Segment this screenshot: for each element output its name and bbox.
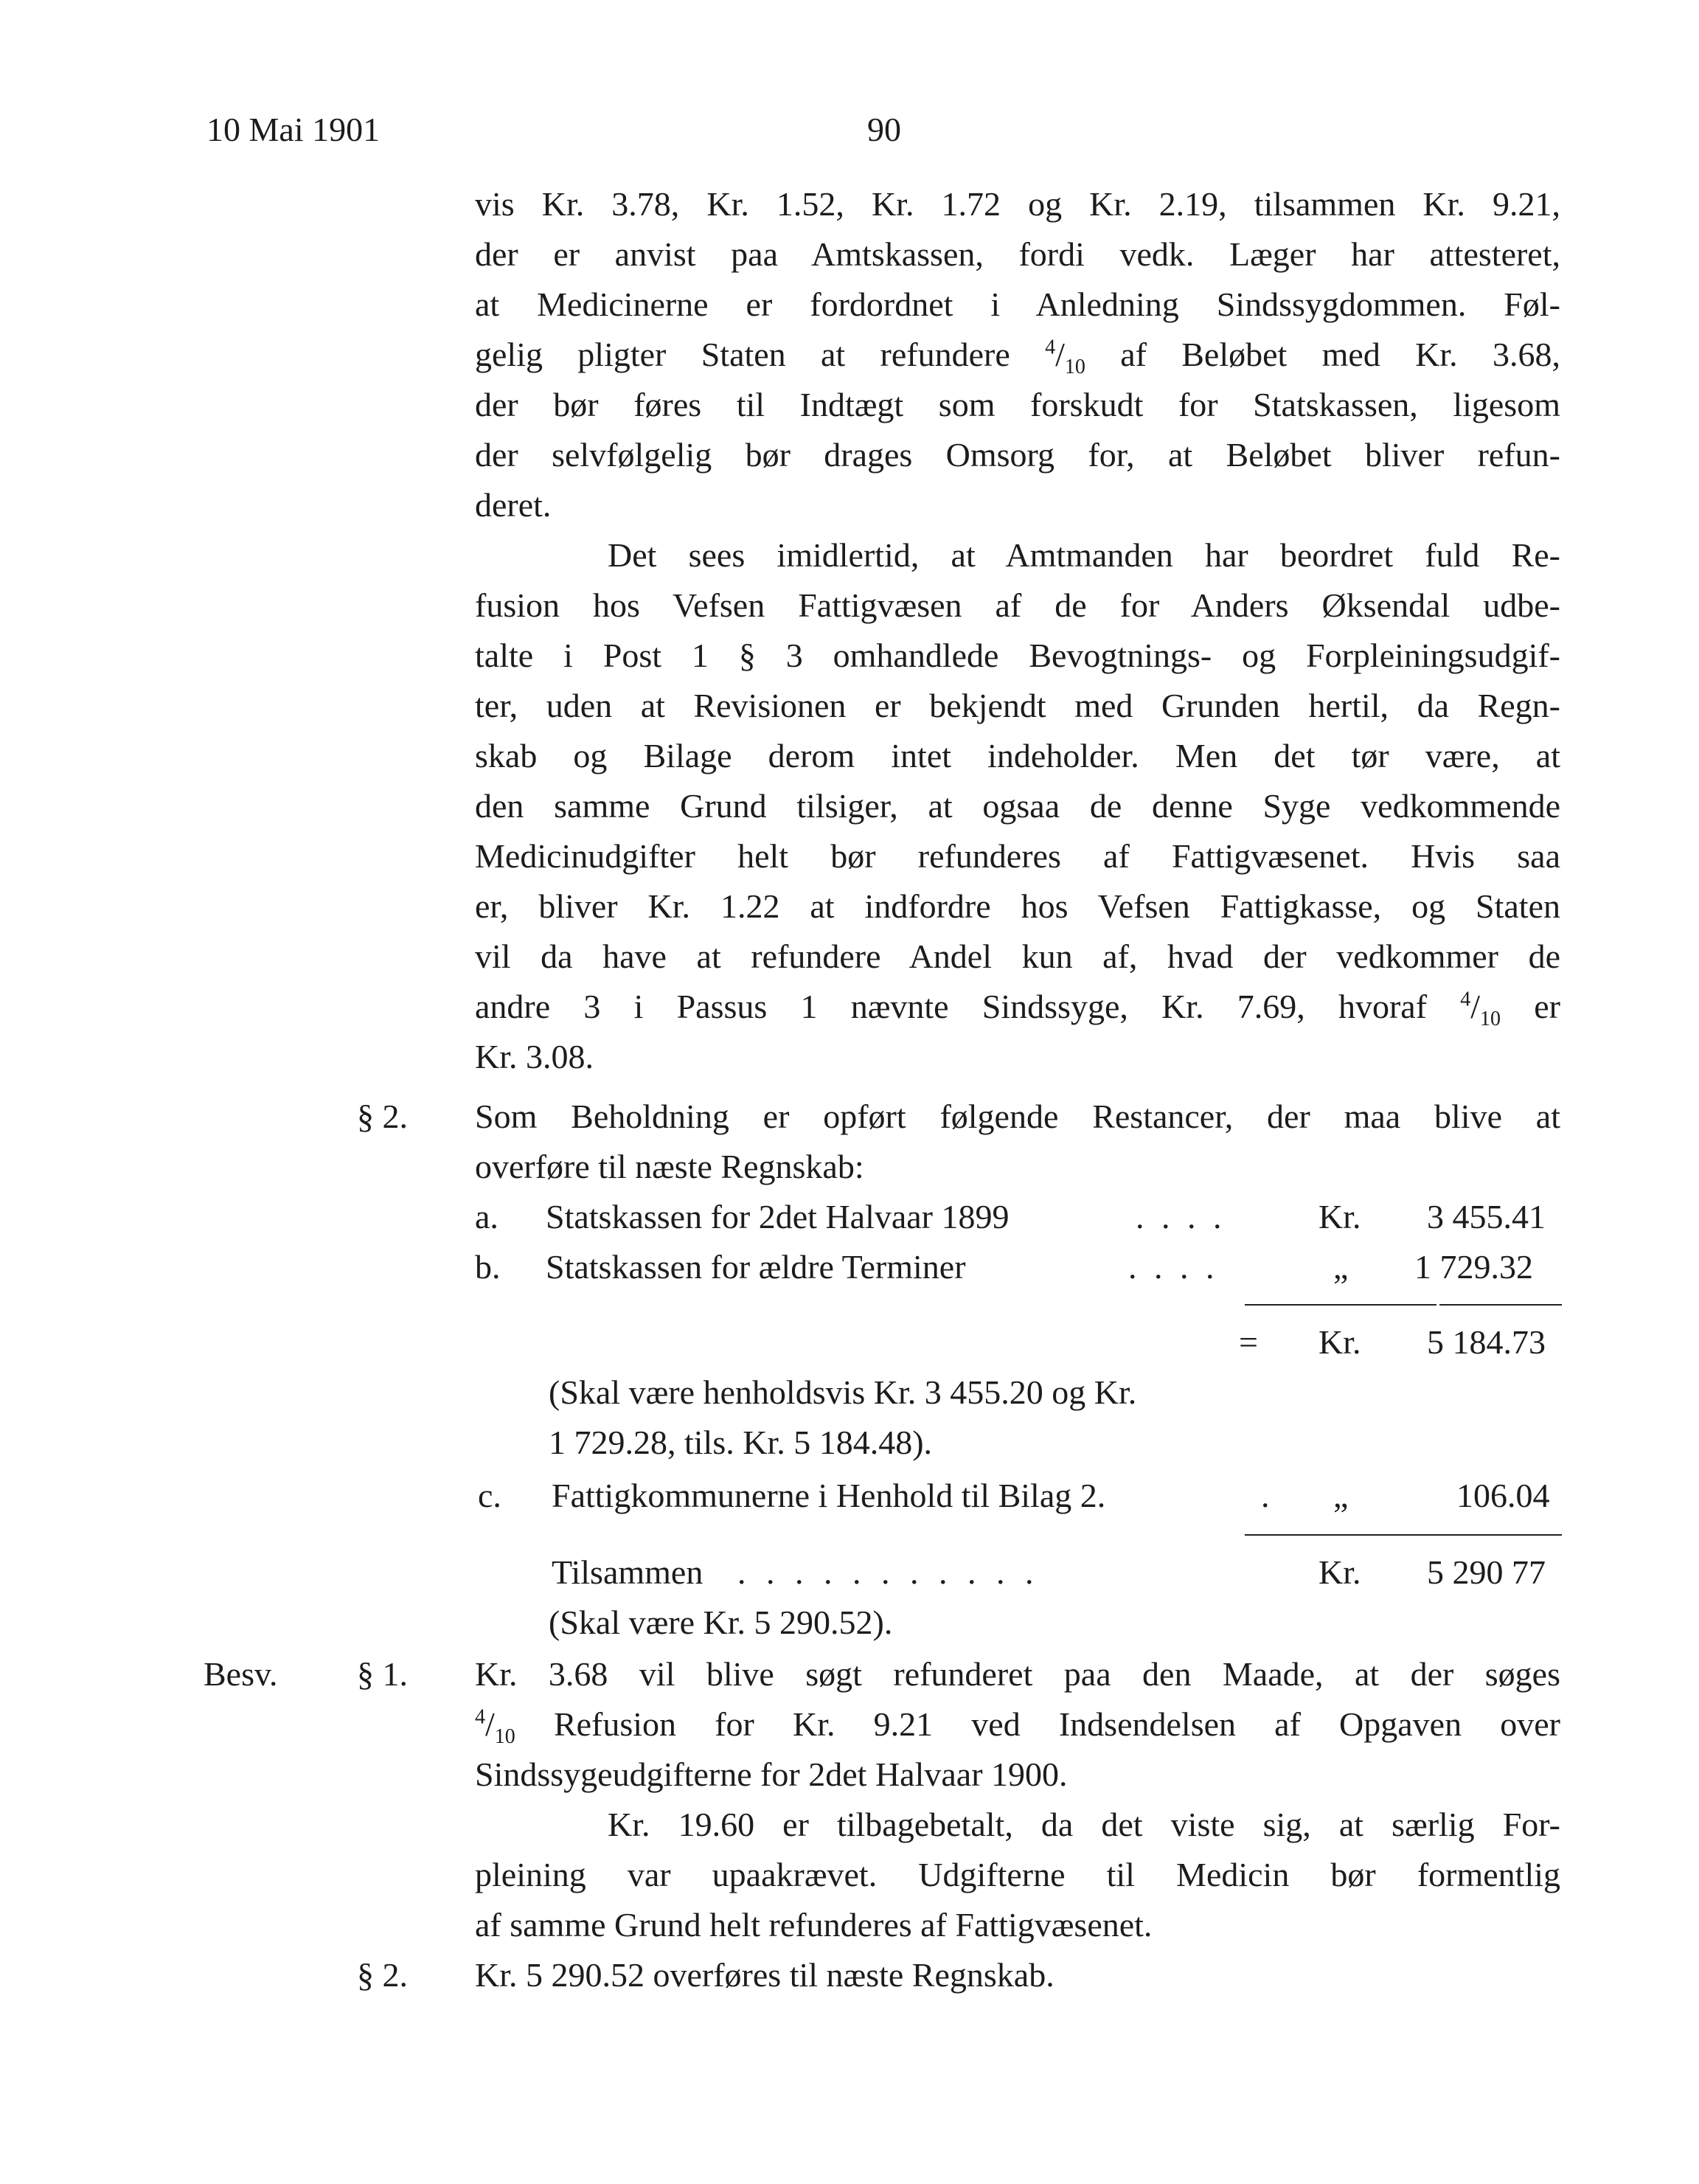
text-line: der er anvist paa Amtskassen, fordi vedk. Læger har attesteret, xyxy=(475,235,1560,273)
leader-dots: . . . . . . . . . . . xyxy=(737,1553,1040,1591)
item-amount: 3 455.41 xyxy=(1427,1198,1546,1235)
item-amount: 1 729.32 xyxy=(1414,1248,1533,1286)
section-mark: § 2. xyxy=(357,1956,408,1994)
currency: „ xyxy=(1333,1248,1349,1286)
fraction-denominator: 10 xyxy=(494,1725,515,1749)
text-line: at Medicinerne er fordordnet i Anledning Sindssygdommen. Føl- xyxy=(475,285,1560,323)
currency: Kr. xyxy=(1318,1553,1361,1591)
fraction: $^4/_{10}$ xyxy=(1460,988,1501,1031)
page-date: 10 Mai 1901 xyxy=(206,111,381,148)
subtotal-amount: 5 184.73 xyxy=(1427,1323,1546,1361)
currency: „ xyxy=(1333,1477,1349,1514)
total-amount: 5 290 77 xyxy=(1427,1553,1546,1591)
item-label: Fattigkommunerne i Henhold til Bilag 2. xyxy=(552,1477,1106,1514)
fraction-denominator: 10 xyxy=(1480,1008,1501,1031)
answer-label: Besv. xyxy=(204,1655,278,1693)
item-amount: 106.04 xyxy=(1456,1477,1550,1514)
text-line: er, bliver Kr. 1.22 at indfordre hos Vefsen Fattigkasse, og Staten xyxy=(475,887,1560,925)
fraction-numerator: 4 xyxy=(475,1705,485,1729)
text-line: den samme Grund tilsiger, at ogsaa de denne Syge vedkommende xyxy=(475,787,1560,825)
item-label: Statskassen for 2det Halvaar 1899 xyxy=(546,1198,1010,1235)
item-label: Statskassen for ældre Terminer xyxy=(546,1248,966,1286)
text-line: fusion hos Vefsen Fattigvæsen af de for Anders Øksendal udbe- xyxy=(475,586,1560,624)
leader-dots: . . . . xyxy=(1128,1248,1219,1286)
text-line: Kr. 3.68 vil blive søgt refunderet paa den Maade, at der søges xyxy=(475,1655,1560,1693)
leader-dots: . xyxy=(1261,1477,1270,1514)
text-line: Medicinudgifter helt bør refunderes af Fattigvæsenet. Hvis saa xyxy=(475,837,1560,875)
item-letter: c. xyxy=(478,1477,501,1514)
note-line: (Skal være henholdsvis Kr. 3 455.20 og Kr. xyxy=(549,1373,1137,1411)
text-line: vis Kr. 3.78, Kr. 1.52, Kr. 1.72 og Kr. 2.19, tilsammen Kr. 9.21, xyxy=(475,185,1560,223)
text-line: der selvfølgelig bør drages Omsorg for, at Beløbet bliver refun- xyxy=(475,436,1560,474)
note-line: (Skal være Kr. 5 290.52). xyxy=(549,1604,893,1641)
text-line: pleining var upaakrævet. Udgifterne til Medicin bør formentlig xyxy=(475,1856,1560,1893)
equals-sign: = xyxy=(1239,1323,1258,1361)
text-line: deret. xyxy=(475,486,552,524)
text-line-with-fraction xyxy=(475,982,1560,1032)
currency: Kr. xyxy=(1318,1323,1361,1361)
text-line: Kr. 3.08. xyxy=(475,1038,594,1075)
text-line-with-fraction xyxy=(475,330,1560,380)
text-line: Sindssygeudgifterne for 2det Halvaar 1900. xyxy=(475,1755,1068,1793)
page-number: 90 xyxy=(867,111,901,148)
section-mark: § 2. xyxy=(357,1098,408,1135)
note-line: 1 729.28, tils. Kr. 5 184.48). xyxy=(549,1424,933,1461)
text-line: talte i Post 1 § 3 omhandlede Bevogtnings- og Forpleiningsudgif- xyxy=(475,637,1560,674)
fraction-numerator: 4 xyxy=(1460,988,1471,1011)
text-line: overføre til næste Regnskab: xyxy=(475,1148,864,1185)
sum-rule xyxy=(1245,1534,1562,1536)
fraction: $^4/_{10}$ xyxy=(475,1705,515,1749)
text-line-with-fraction xyxy=(475,1699,1560,1750)
text-fragment: er xyxy=(1534,988,1561,1025)
text-line: ter, uden at Revisionen er bekjendt med Grunden hertil, da Regn- xyxy=(475,687,1560,724)
total-label: Tilsammen xyxy=(552,1553,703,1591)
text-line: skab og Bilage derom intet indeholder. Men det tør være, at xyxy=(475,737,1560,774)
text-line: der bør føres til Indtægt som forskudt for Statskassen, ligesom xyxy=(475,386,1560,423)
text-line: Kr. 19.60 er tilbagebetalt, da det viste sig, at særlig For- xyxy=(608,1806,1560,1843)
text-line: af samme Grund helt refunderes af Fattigvæsenet. xyxy=(475,1906,1153,1944)
item-letter: a. xyxy=(475,1198,498,1235)
currency: Kr. xyxy=(1318,1198,1361,1235)
fraction-numerator: 4 xyxy=(1045,336,1056,359)
fraction: $^4/_{10}$ xyxy=(1045,336,1085,379)
text-line: Som Beholdning er opført følgende Restancer, der maa blive at xyxy=(475,1098,1560,1135)
text-fragment: af Beløbet med Kr. 3.68, xyxy=(1120,336,1561,373)
text-fragment: Refusion for Kr. 9.21 ved Indsendelsen af Opgaven over xyxy=(553,1705,1560,1743)
sum-rule xyxy=(1439,1304,1562,1306)
sum-rule xyxy=(1245,1304,1436,1306)
text-line: vil da have at refundere Andel kun af, hvad der vedkommer de xyxy=(475,937,1560,975)
item-letter: b. xyxy=(475,1248,501,1286)
text-fragment: gelig pligter Staten at refundere xyxy=(475,336,1010,373)
section-mark: § 1. xyxy=(357,1655,408,1693)
leader-dots: . . . . xyxy=(1136,1198,1226,1235)
text-fragment: andre 3 i Passus 1 nævnte Sindssyge, Kr. 7.69, hvoraf xyxy=(475,988,1428,1025)
text-line: Kr. 5 290.52 overføres til næste Regnskab. xyxy=(475,1956,1055,1994)
fraction-denominator: 10 xyxy=(1064,356,1085,379)
text-line: Det sees imidlertid, at Amtmanden har beordret fuld Re- xyxy=(608,536,1560,574)
